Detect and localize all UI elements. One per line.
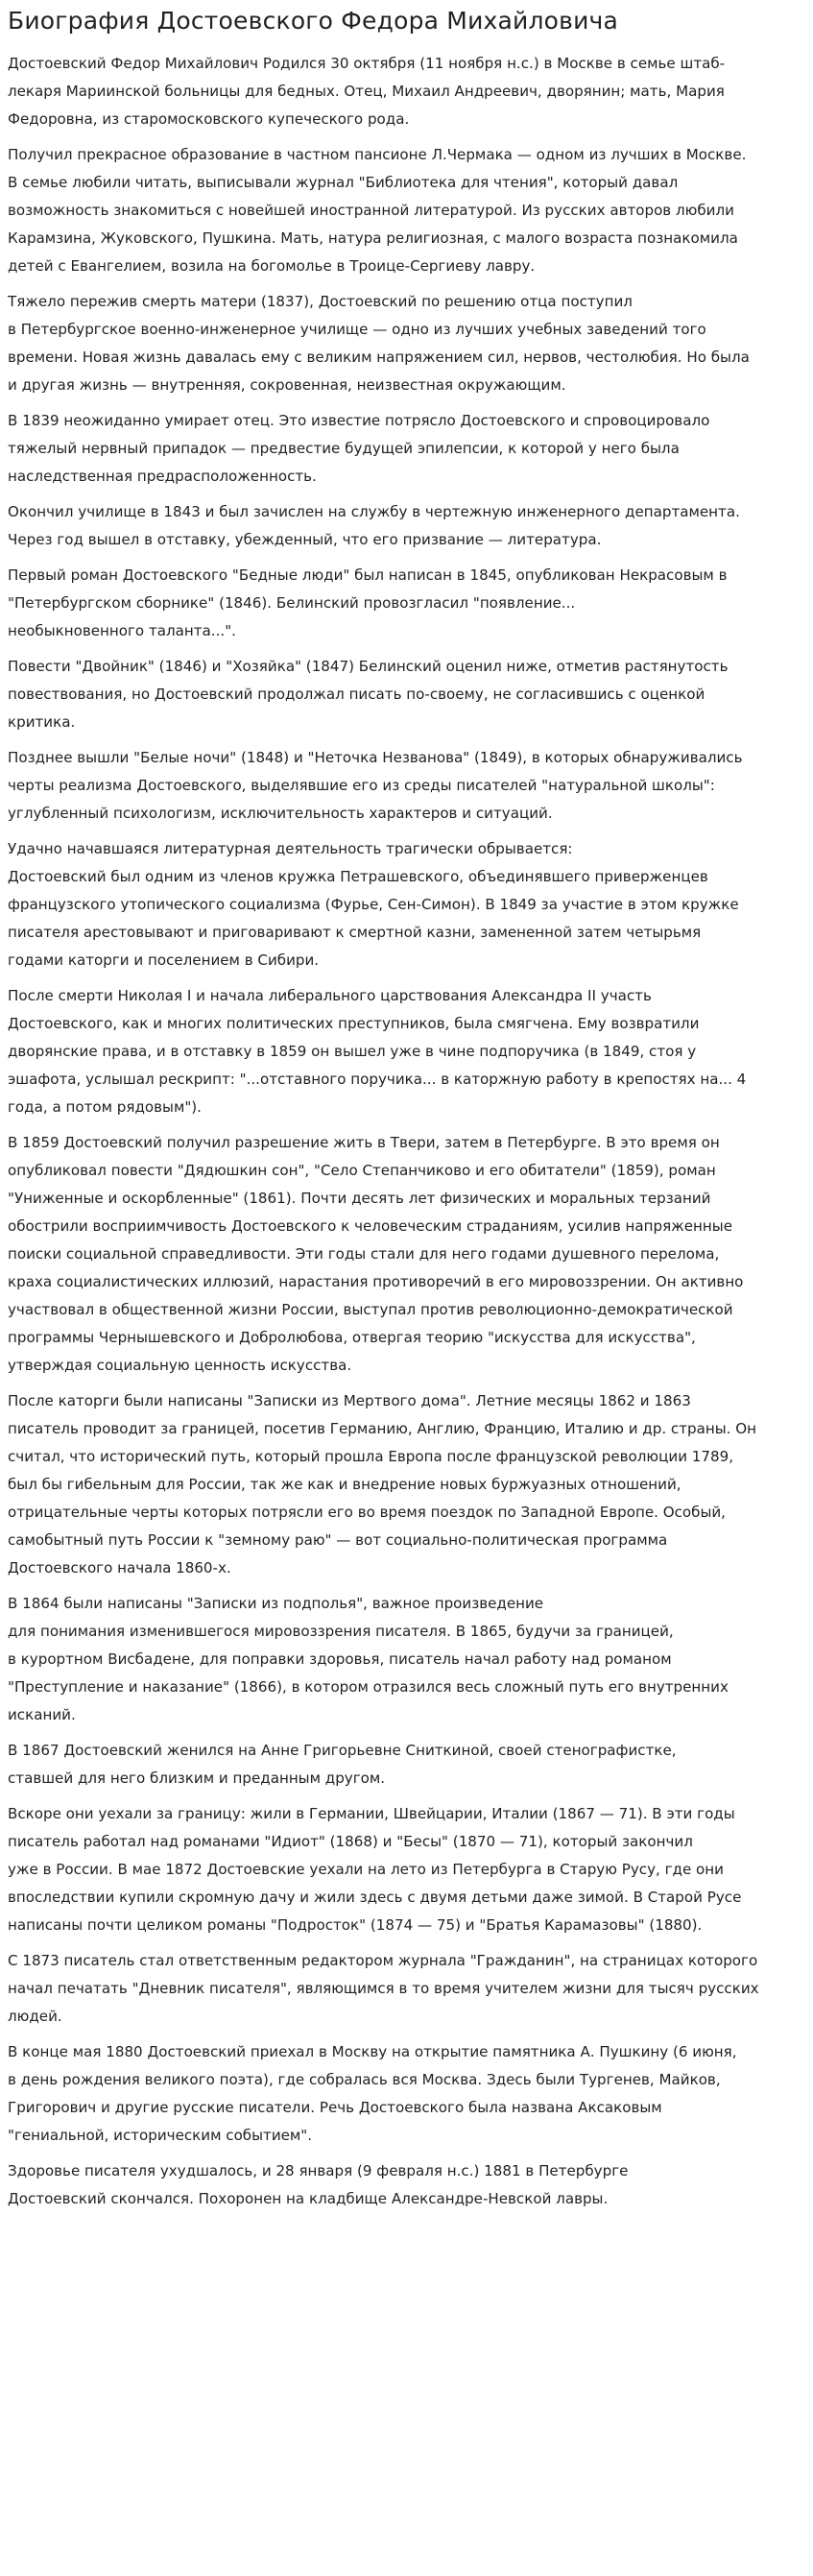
paragraph-14: В 1867 Достоевский женился на Анне Григорьевне Сниткиной, своей стенографистке, ставшей для него близким и преданным другом. [8,1742,677,1787]
paragraph-5: Окончил училище в 1843 и был зачислен на службу в чертежную инженерного департамента. Через год вышел в отставку, убежденный, что его призвание — литература. [8,503,740,548]
paragraph-7: Повести "Двойник" (1846) и "Хозяйка" (1847) Белинский оценил ниже, отметив растянутость повествования, но Достоевский продолжал писать по-своему, не согласившись с оценкой критика. [8,658,729,731]
paragraph-12: После каторги были написаны "Записки из Мертвого дома". Летние месяцы 1862 и 1863 писатель проводит за границей, посетив Германию, Англию, Францию, Италию и др. страны. Он считал, что исторический путь, который прошла Европа после французской революции 1789, был бы гибельным для России, так же как и внедрение новых буржуазных отношений, отрицательные черты которых потрясли его во время поездок по Западной Европе. Особый, самобытный путь России к "земному раю" — вот социально-политическая программа Достоевского начала 1860-х. [8,1392,756,1577]
paragraph-15: Вскоре они уехали за границу: жили в Германии, Швейцарии, Италии (1867 — 71). В эти годы писатель работал над романами "Идиот" (1868) и "Бесы" (1870 — 71), который закончил уже в России. В мае 1872 Достоевские уехали на лето из Петербурга в Старую Русу, где они впоследствии купили скромную дачу и жили здесь с двумя детьми даже зимой. В Старой Русе написаны почти целиком романы "Подросток" (1874 — 75) и "Братья Карамазовы" (1880). [8,1805,742,1934]
paragraph-18: Здоровье писателя ухудшалось, и 28 января (9 февраля н.с.) 1881 в Петербурге Достоевский скончался. Похоронен на кладбище Александре-Невской лавры. [8,2162,629,2207]
paragraph-16: С 1873 писатель стал ответственным редактором журнала "Гражданин", на страницах которого начал печатать "Дневник писателя", являющимся в то время учителем жизни для тысяч русских людей. [8,1952,759,2025]
paragraph-13: В 1864 были написаны "Записки из подполья", важное произведение для понимания изменившегося мировоззрения писателя. В 1865, будучи за границей, в курортном Висбадене, для поправки здоровья, писатель начал работу над романом "Преступление и наказание" (1866), в котором отразился весь сложный путь его внутренних исканий. [8,1595,729,1723]
paragraph-6: Первый роман Достоевского "Бедные люди" был написан в 1845, опубликован Некрасовым в "Петербургском сборнике" (1846). Белинский провозгласил "появление... необыкновенного таланта...". [8,566,728,639]
article-body [8,50,810,2213]
paragraph-1: Достоевский Федор Михайлович Родился 30 октября (11 ноября н.с.) в Москве в семье штаб- лекаря Мариинской больницы для бедных. Отец, Михаил Андреевич, дворянин; мать, Мария Федоровна, из старомосковского купеческого рода. [8,55,726,128]
paragraph-3: Тяжело пережив смерть матери (1837), Достоевский по решению отца поступил в Петербургское военно-инженерное училище — одно из лучших учебных заведений того времени. Новая жизнь давалась ему с великим напряжением сил, нервов, честолюбия. Но была и другая жизнь — внутренняя, сокровенная, неизвестная окружающим. [8,293,750,394]
paragraph-11: В 1859 Достоевский получил разрешение жить в Твери, затем в Петербурге. В это время он опубликовал повести "Дядюшкин сон", "Село Степанчиково и его обитатели" (1859), роман "Униженные и оскорбленные" (1861). Почти десять лет физических и моральных терзаний обострили восприимчивость Достоевского к человеческим страданиям, усилив напряженные поиски социальной справедливости. Эти годы стали для него годами душевного перелома, краха социалистических иллюзий, нарастания противоречий в его мировоззрении. Он активно участвовал в общественной жизни России, выступал против революционно-демократической программы Чернышевского и Добролюбова, отвергая теорию "искусства для искусства", утверждая социальную ценность искусства. [8,1134,744,1374]
paragraph-8: Позднее вышли "Белые ночи" (1848) и "Неточка Незванова" (1849), в которых обнаруживались черты реализма Достоевского, выделявшие его из среды писателей "натуральной школы": углубленный психологизм, исключительность характеров и ситуаций. [8,749,743,822]
paragraph-10: После смерти Николая I и начала либерального царствования Александра II участь Достоевского, как и многих политических преступников, была смягчена. Ему возвратили дворянские права, и в отставку в 1859 он вышел уже в чине подпоручика (в 1849, стоя у эшафота, услышал рескрипт: "...отставного поручика... в каторжную работу в крепостях на... 4 года, а потом рядовым"). [8,987,747,1116]
paragraph-2: Получил прекрасное образование в частном пансионе Л.Чермака — одном из лучших в Москве. В семье любили читать, выписывали журнал "Библиотека для чтения", который давал возможность знакомиться с новейшей иностранной литературой. Из русских авторов любили Карамзина, Жуковского, Пушкина. Мать, натура религиозная, с малого возраста познакомила детей с Евангелием, возила на богомолье в Троице-Сергиеву лавру. [8,146,747,275]
paragraph-9: Удачно начавшаяся литературная деятельность трагически обрывается: Достоевский был одним из членов кружка Петрашевского, объединявшего приверженцев французского утопического социализма (Фурье, Сен-Симон). В 1849 за участие в этом кружке писателя арестовывают и приговаривают к смертной казни, замененной затем четырьмя годами каторги и поселением в Сибири. [8,840,739,969]
page-title: Биография Достоевского Федора Михайловича [8,7,619,35]
paragraph-4: В 1839 неожиданно умирает отец. Это известие потрясло Достоевского и спровоцировало тяжелый нервный припадок — предвестие будущей эпилепсии, к которой у него была наследственная предрасположенность. [8,412,710,485]
paragraph-17: В конце мая 1880 Достоевский приехал в Москву на открытие памятника А. Пушкину (6 июня, в день рождения великого поэта), где собралась вся Москва. Здесь были Тургенев, Майков, Григорович и другие русские писатели. Речь Достоевского была названа Аксаковым "гениальной, историческим событием". [8,2043,737,2144]
